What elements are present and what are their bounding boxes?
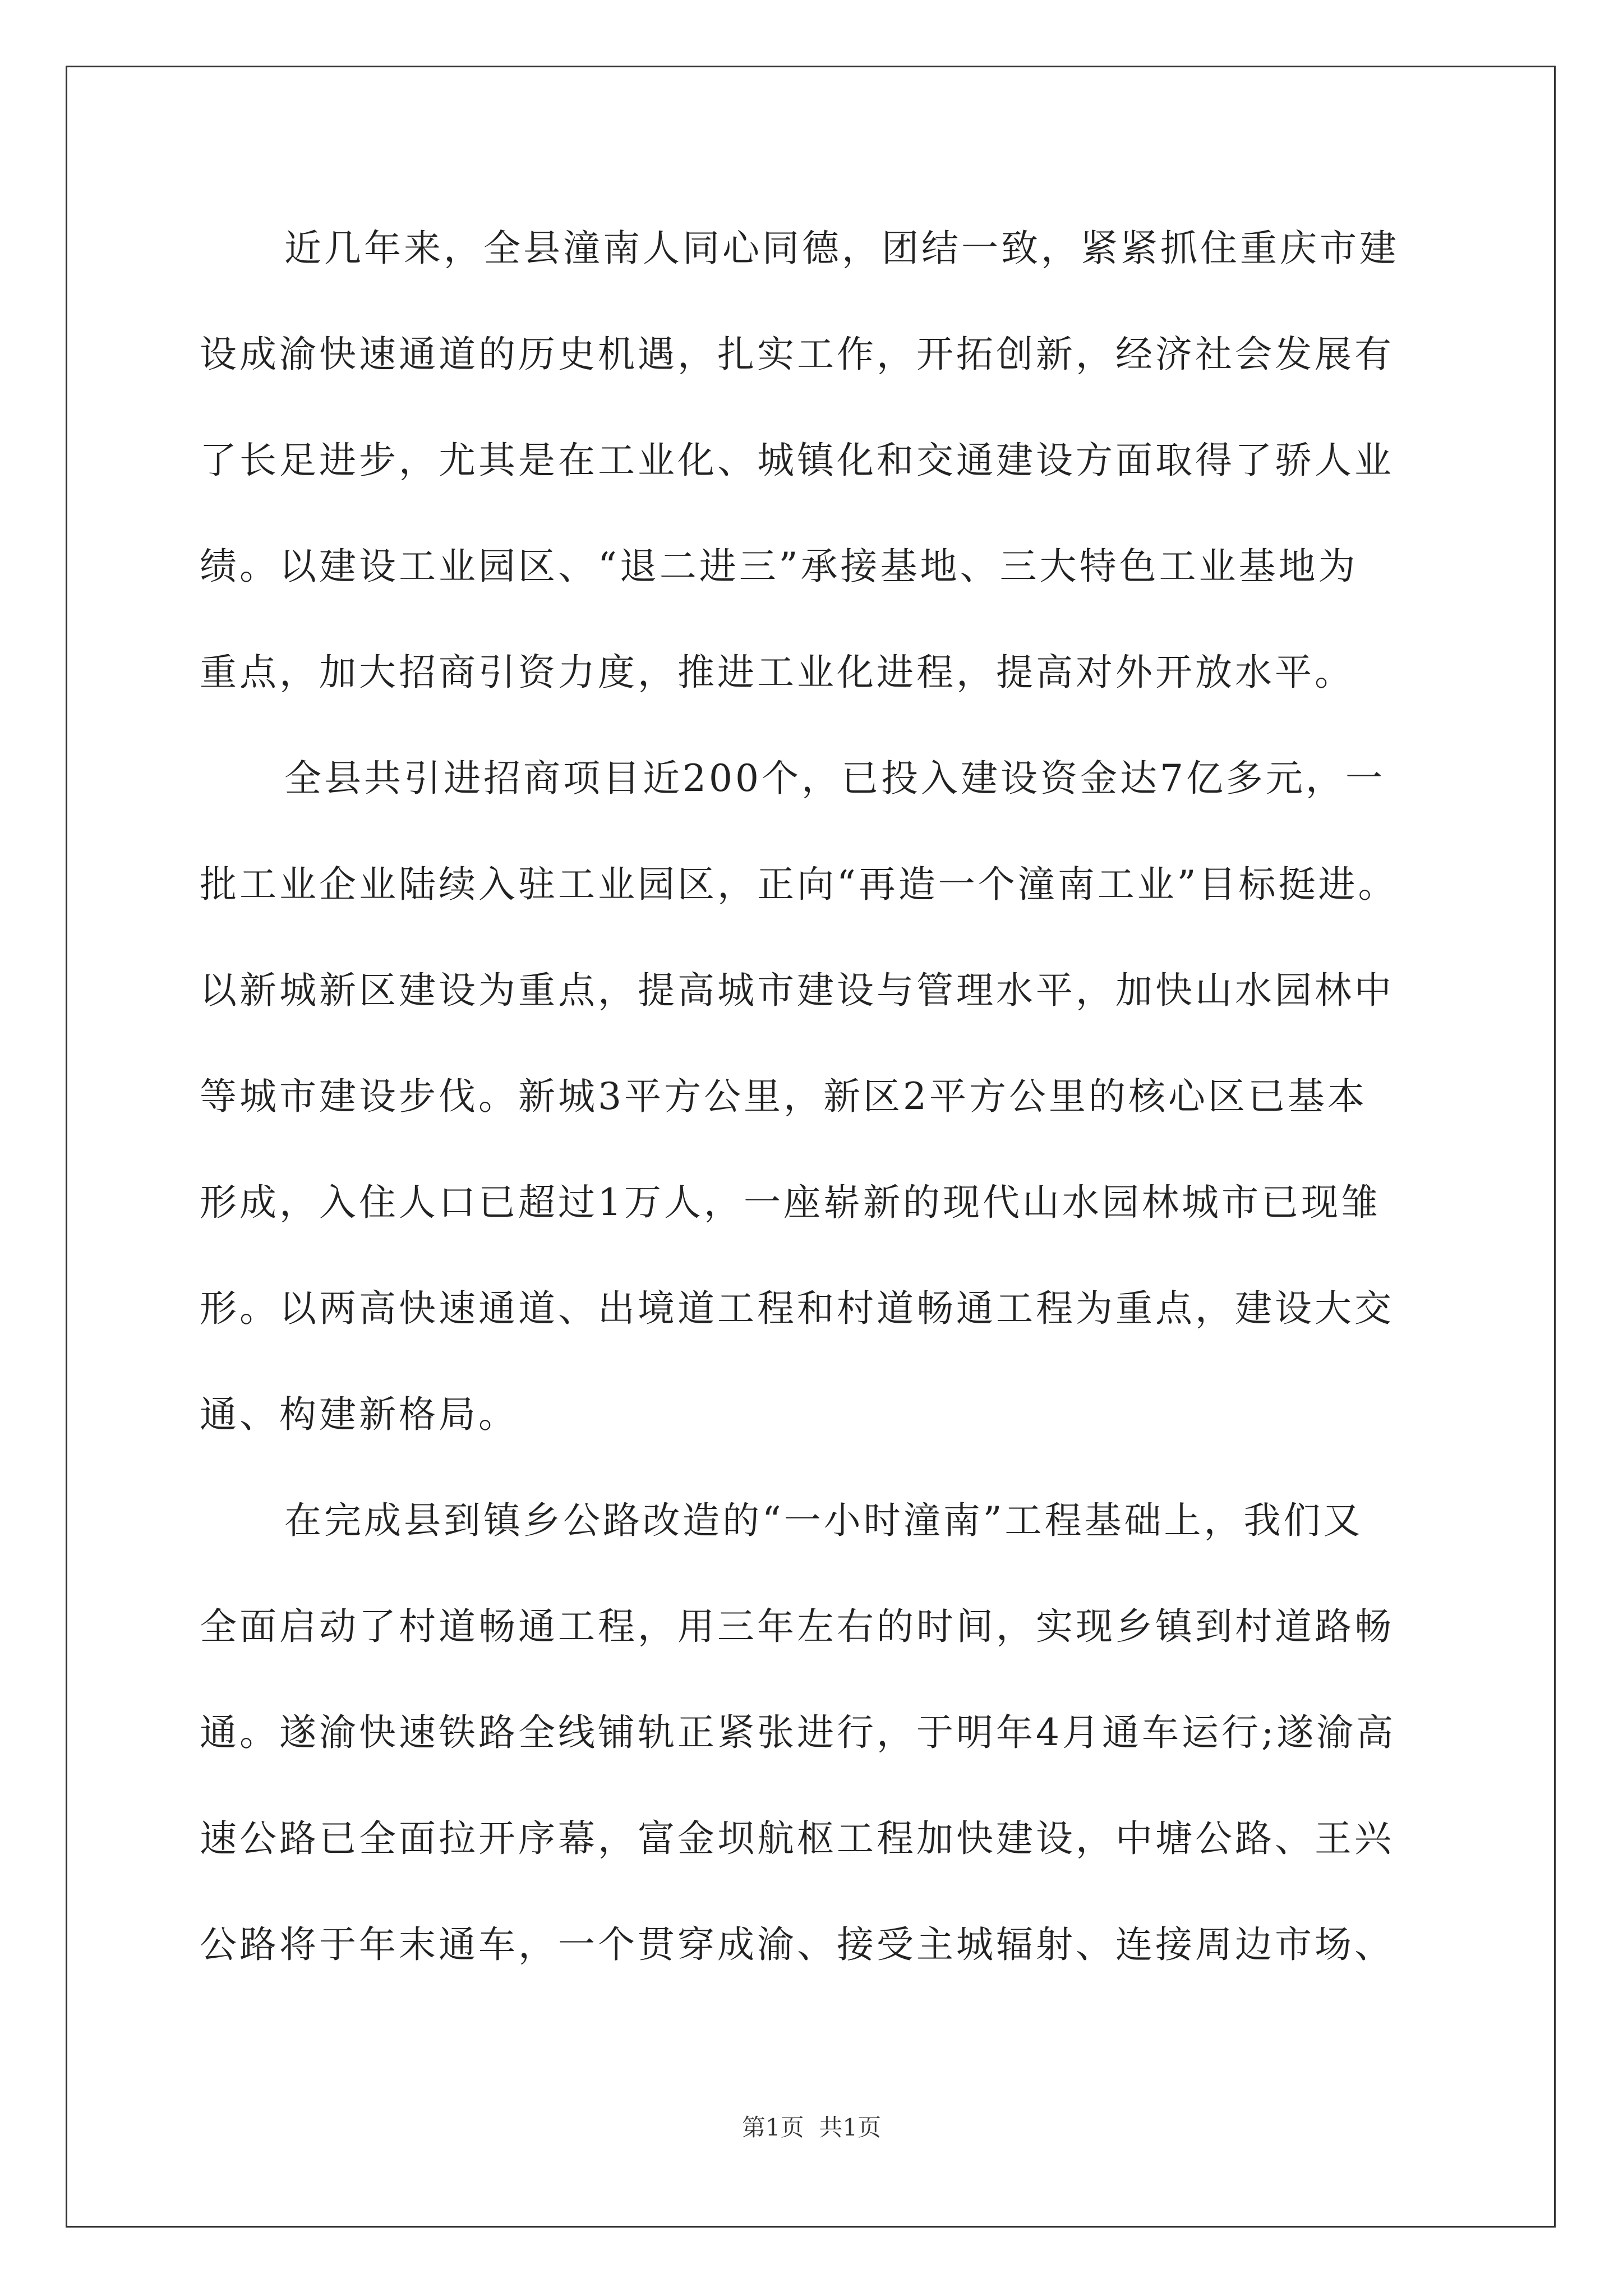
paragraph-2-line-5: 形成，入住人口已超过1万人，一座崭新的现代山水园林城市已现雏 [200,1181,1381,1224]
paragraph-2-line-1: 全县共引进招商项目近200个，已投入建设资金达7亿多元，一 [284,757,1385,800]
paragraph-1-line-1: 近几年来，全县潼南人同心同德，团结一致，紧紧抓住重庆市建 [284,227,1399,270]
paragraph-2-line-7: 通、构建新格局。 [200,1393,518,1436]
paragraph-1-line-5: 重点，加大招商引资力度，推进工业化进程，提高对外开放水平。 [200,651,1354,694]
paragraph-1-line-3: 了长足进步，尤其是在工业化、城镇化和交通建设方面取得了骄人业 [200,439,1394,482]
paragraph-3-line-5: 公路将于年末通车，一个贯穿成渝、接受主城辐射、连接周边市场、 [200,1923,1394,1966]
paragraph-3-line-4: 速公路已全面拉开序幕，富金坝航枢工程加快建设，中塘公路、王兴 [200,1817,1394,1860]
paragraph-3-line-3: 通。遂渝快速铁路全线铺轨正紧张进行，于明年4月通车运行;遂渝高 [200,1711,1396,1754]
paragraph-1-line-2: 设成渝快速通道的历史机遇，扎实工作，开拓创新，经济社会发展有 [200,333,1394,376]
paragraph-2-line-4: 等城市建设步伐。新城3平方公里，新区2平方公里的核心区已基本 [200,1075,1367,1118]
paragraph-3-line-2: 全面启动了村道畅通工程，用三年左右的时间，实现乡镇到村道路畅 [200,1605,1394,1648]
page-footer: 第1页 共1页 [741,2114,882,2141]
paragraph-1-line-4: 绩。以建设工业园区、“退二进三”承接基地、三大特色工业基地为 [200,545,1358,588]
paragraph-2-line-3: 以新城新区建设为重点，提高城市建设与管理水平，加快山水园林中 [200,969,1394,1012]
paragraph-2-line-2: 批工业企业陆续入驻工业园区，正向“再造一个潼南工业”目标挺进。 [200,863,1398,906]
paragraph-3-line-1: 在完成县到镇乡公路改造的“一小时潼南”工程基础上，我们又 [284,1499,1363,1542]
paragraph-2-line-6: 形。以两高快速通道、出境道工程和村道畅通工程为重点，建设大交 [200,1287,1394,1330]
document-body [200,210,1423,2013]
